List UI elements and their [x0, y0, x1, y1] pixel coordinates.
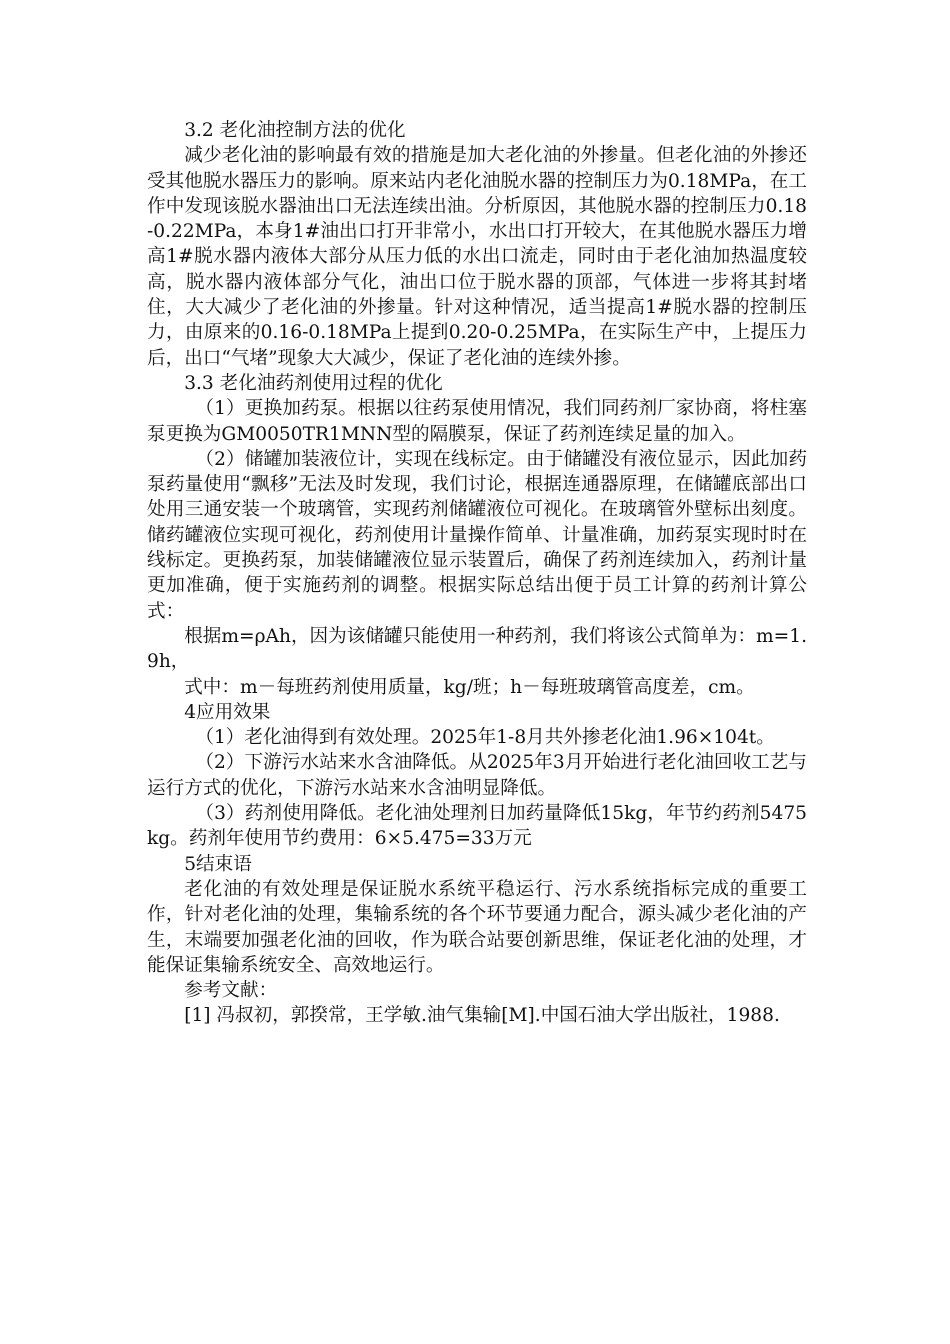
document-body	[147, 118, 807, 1029]
section-heading-3-2: 3.2 老化油控制方法的优化	[184, 120, 406, 141]
formula-paragraph: 根据m=ρAh，因为该储罐只能使用一种药剂，我们将该公式简单为：m=1.9h，	[147, 625, 807, 673]
section-heading-3-3: 3.3 老化油药剂使用过程的优化	[184, 372, 443, 394]
formula-legend: 式中：m－每班药剂使用质量，kg/班；h－每班玻璃管高度差，cm。	[184, 676, 755, 698]
result-item-2: （2）下游污水站来水含油降低。从2025年3月开始进行老化油回收工艺与运行方式的优化，下游污水站来水含油明显降低。	[147, 752, 807, 799]
references-heading: 参考文献：	[184, 980, 278, 1002]
conclusion-paragraph: 老化油的有效处理是保证脱水系统平稳运行、污水系统指标完成的重要工作，针对老化油的处理，集输系统的各个环节要通力配合，源头减少老化油的产生，末端要加强老化油的回收，作为联合站要创新思维，保证老化油的处理，才能保证集输系统安全、高效地运行。	[147, 878, 807, 976]
section-heading-5: 5结束语	[184, 853, 252, 875]
reference-item-1: [1] 冯叔初，郭揆常，王学敏.油气集输[M].中国石油大学出版社，1988.	[184, 1005, 780, 1027]
list-item-2: （2）储罐加装液位计，实现在线标定。由于储罐没有液位显示，因此加药泵药量使用“飘移”无法及时发现，我们讨论，根据连通器原理，在储罐底部出口处用三通安装一个玻璃管，实现药剂储罐液位可视化。在玻璃管外壁标出刻度。储药罐液位实现可视化，药剂使用计量操作简单、计量准确，加药泵实现时时在线标定。更换药泵，加装储罐液位显示装置后，确保了药剂连续加入，药剂计量更加准确，便于实施药剂的调整。根据实际总结出便于员工计算的药剂计算公式：	[147, 448, 807, 622]
result-item-3: （3）药剂使用降低。老化油处理剂日加药量降低15kg，年节约药剂5475kg。药剂年使用节约费用：6×5.475=33万元	[147, 803, 807, 850]
result-item-1: （1）老化油得到有效处理。2025年1-8月共外掺老化油1.96×104t。	[195, 727, 775, 749]
section-heading-4: 4应用效果	[184, 701, 271, 723]
body-paragraph: 减少老化油的影响最有效的措施是加大老化油的外掺量。但老化油的外掺还受其他脱水器压力的影响。原来站内老化油脱水器的控制压力为0.18MPa，在工作中发现该脱水器油出口无法连续出油。分析原因，其他脱水器的控制压力0.18-0.22MPa，本身1#油出口打开非常小，水出口打开较大，在其他脱水器压力增高1#脱水器内液体大部分从压力低的水出口流走，同时由于老化油加热温度较高，脱水器内液体部分气化，油出口位于脱水器的顶部，气体进一步将其封堵住，大大减少了老化油的外掺量。针对这种情况，适当提高1#脱水器的控制压力，由原来的0.16-0.18MPa上提到0.20-0.25MPa，在实际生产中，上提压力后，出口“气堵”现象大大减少，保证了老化油的连续外掺。	[147, 145, 807, 369]
list-item-1: （1）更换加药泵。根据以往药泵使用情况，我们同药剂厂家协商，将柱塞泵更换为GM0050TR1MNN型的隔膜泵，保证了药剂连续足量的加入。	[147, 398, 807, 445]
